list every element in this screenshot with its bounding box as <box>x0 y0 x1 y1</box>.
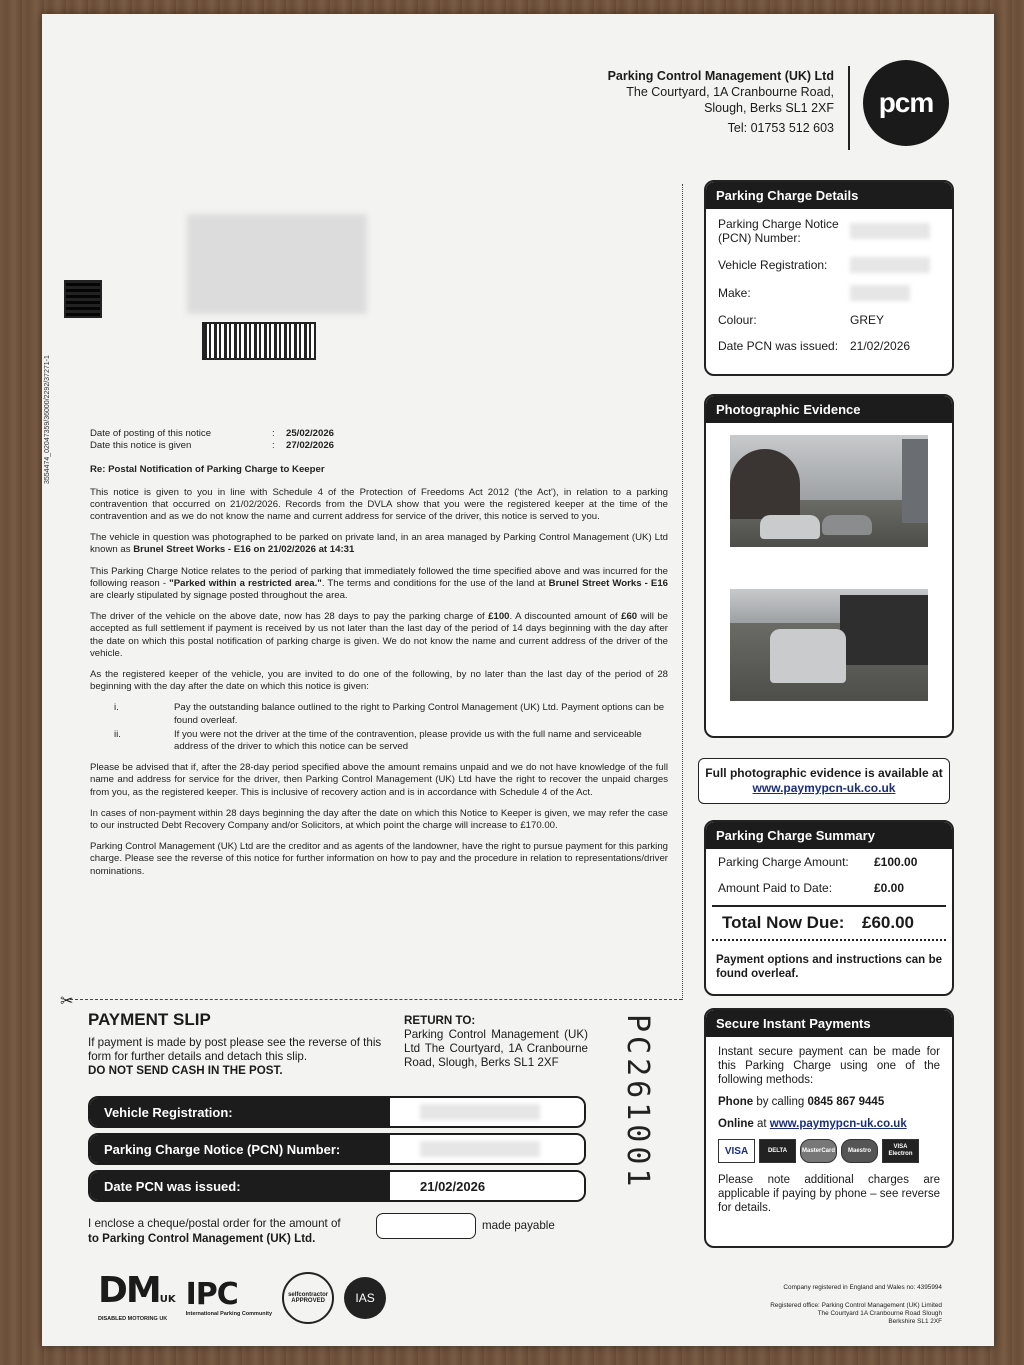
total-due-value: £60.00 <box>862 913 914 932</box>
footer-logos <box>98 1269 386 1324</box>
phone-number: 0845 867 9445 <box>807 1096 885 1108</box>
posting-date-row <box>90 428 668 440</box>
header-divider <box>848 66 850 150</box>
ipc-logo-subtitle: International Parking Community <box>185 1311 273 1317</box>
online-payment-line <box>718 1117 940 1131</box>
side-reference-number: 3554474_02047359/36000/2292/37271-1 <box>44 355 51 484</box>
ipc-logo-text: IPC <box>185 1277 238 1312</box>
date-issued-value: 21/02/2026 <box>850 339 911 353</box>
contravention-reason: "Parked within a restricted area." <box>169 577 322 589</box>
paragraph-6: Please be advised that if, after the 28-day period specified above the amount remains unpaid and we do not have knowledge of the full name and address for service for the driver, then Parking Control Management (UK) Ltd have the right to recover the unpaid charges from you, as the registered keeper. This is inclusive of recovery action and is in accordance with Schedule 4 of the Act. <box>90 762 668 798</box>
amount-paid-value: £0.00 <box>874 881 905 895</box>
pcn-number-row <box>706 209 952 251</box>
paragraph-7: In cases of non-payment within 28 days beginning the day after the date on which this Notice to Keeper is given, we may refer the case to our instructed Debt Recovery Company and/or Solicitors, at which point the charge will increase to £170.00. <box>90 807 668 832</box>
made-payable-text: made payable <box>482 1219 555 1232</box>
company-registration-number: Company registered in England and Wales no: 4395994 <box>783 1284 942 1291</box>
evidence-photo-2 <box>730 589 928 701</box>
dm-logo-text: DM <box>98 1269 160 1311</box>
total-due-label: Total Now Due: <box>722 913 845 932</box>
paragraph-8: Parking Control Management (UK) Ltd are the creditor and as agents of the landowner, have the right to pursue payment for this parking charge. Please see the reverse of this notice for further information on how to pay and the procedure in relation to representations/driver nominations. <box>90 841 668 877</box>
slip-pcn-number-label: Parking Charge Notice (PCN) Number: <box>90 1135 390 1163</box>
letter-body <box>90 428 668 887</box>
colour-label: Colour: <box>718 313 757 327</box>
paragraph-4-text-c: will be accepted as full settlement if payment is received by us not later than the last day of the period of 14 days beginning with the day after the date on which this postal notification of parking charge is given. We do not know the name and current address of the driver of the vehicle. <box>90 611 668 659</box>
mastercard-card-icon: MasterCard <box>800 1139 837 1163</box>
no-cash-warning: DO NOT SEND CASH IN THE POST. <box>88 1064 283 1077</box>
amount-paid-row <box>706 875 952 901</box>
evidence-photo-1 <box>730 435 928 547</box>
online-label: Online <box>718 1118 754 1130</box>
company-name: Parking Control Management (UK) Ltd <box>607 69 834 83</box>
colour-value: GREY <box>850 313 885 327</box>
registered-office-line-1: Registered office: Parking Control Management (UK) Limited <box>770 1302 942 1309</box>
slip-date-issued-label: Date PCN was issued: <box>90 1172 390 1200</box>
slip-date-issued-field[interactable] <box>88 1170 586 1202</box>
option-i-text: Pay the outstanding balance outlined to the right to Parking Control Management (UK) Ltd. Payment options can be found overleaf. <box>174 702 665 726</box>
dm-uk-text: UK <box>159 1293 176 1305</box>
make-row <box>706 279 952 307</box>
parking-charge-notice-document <box>42 14 994 1346</box>
enclose-statement <box>88 1216 341 1246</box>
secure-payments-box <box>704 1008 954 1248</box>
enclose-text-line-2: to Parking Control Management (UK) Ltd. <box>88 1232 316 1245</box>
slip-vehicle-registration-label: Vehicle Registration: <box>90 1098 390 1126</box>
company-address-line-2: Slough, Berks SL1 2XF <box>704 101 834 115</box>
summary-note: Payment options and instructions can be found overleaf. <box>716 954 942 980</box>
full-evidence-note <box>698 758 950 804</box>
paragraph-1: This notice is given to you in line with Schedule 4 of the Protection of Freedoms Act 2012 ('the Act'), in relation to a parking contravention that occurred on 21/02/2026. Records from the DVLA show that you were the registered keeper at the time of the contravention and as we do not know the name and current address for service of the driver, this notice is served to you. <box>90 486 668 523</box>
registered-office <box>770 1302 942 1326</box>
charge-amount-label: Parking Charge Amount: <box>718 855 849 869</box>
paragraph-5: As the registered keeper of the vehicle, you are invited to do one of the following, by no later than the last day of the period of 28 beginning with the day after the date on which this notice is given: <box>90 669 668 693</box>
ipc-logo <box>186 1279 272 1317</box>
secure-payments-intro: Instant secure payment can be made for this Parking Charge using one of the following methods: <box>718 1046 940 1086</box>
pcn-number-redacted <box>850 223 930 239</box>
make-redacted <box>850 285 910 301</box>
slip-pcn-number-value <box>390 1135 584 1163</box>
phone-text: by calling <box>753 1096 808 1108</box>
total-due-row <box>712 905 946 941</box>
return-to-address: Parking Control Management (UK) Ltd The Courtyard, 1A Cranbourne Road, Slough, Berks SL1 2XF <box>404 1028 588 1069</box>
approved-operator-seal-icon: selfcontractor APPROVED <box>282 1272 334 1324</box>
date-issued-row <box>706 333 952 359</box>
letter-subject: Re: Postal Notification of Parking Charge to Keeper <box>90 464 325 476</box>
datamatrix-code-large <box>204 324 314 358</box>
secure-payments-title: Secure Instant Payments <box>706 1010 952 1037</box>
posting-date-label: Date of posting of this notice <box>90 428 212 439</box>
parking-charge-summary-title: Parking Charge Summary <box>706 822 952 849</box>
full-charge-amount: £100 <box>488 611 510 623</box>
company-address-line-1: The Courtyard, 1A Cranbourne Road, <box>626 85 834 99</box>
slip-reference-code: PC261001 <box>620 1014 655 1191</box>
company-telephone: Tel: 01753 512 603 <box>727 121 834 135</box>
vehicle-registration-label: Vehicle Registration: <box>718 258 828 272</box>
parking-charge-summary-box <box>704 820 954 996</box>
accepted-cards <box>718 1139 940 1163</box>
paragraph-2-text: The vehicle in question was photographed to be parked on private land, in an area managed by Parking Control Management (UK) Ltd known as <box>90 532 668 556</box>
registered-office-line-2: The Courtyard 1A Cranbourne Road Slough <box>817 1310 942 1317</box>
posting-date-value: 25/02/2026 <box>286 428 335 439</box>
full-evidence-text: Full photographic evidence is available at <box>705 766 943 780</box>
registered-office-line-3: Berkshire SL1 2XF <box>888 1318 942 1325</box>
paragraph-3-text-a: This Parking Charge Notice relates to the period of parking that immediately followed the time specified above and was incurred for the following reason - <box>90 565 668 589</box>
slip-date-issued-value: 21/02/2026 <box>390 1172 584 1200</box>
secure-payments-body <box>706 1037 952 1231</box>
given-date-label: Date this notice is given <box>90 440 192 452</box>
paragraph-3-text-b: . The terms and conditions for the use of the land at <box>321 577 549 589</box>
pcn-number-label: Parking Charge Notice (PCN) Number: <box>718 217 839 245</box>
visa-electron-card-icon: VISA Electron <box>882 1139 919 1163</box>
visa-card-icon: VISA <box>718 1139 755 1163</box>
given-date-value: 27/02/2026 <box>286 440 335 452</box>
given-date-colon: : <box>272 440 275 452</box>
colour-row <box>706 307 952 333</box>
ias-logo: IAS <box>344 1277 386 1319</box>
option-ii-text: If you were not the driver at the time of the contravention, please provide us with the full name and serviceable address of the driver to which this notice can be served <box>174 728 642 753</box>
online-payment-link[interactable]: www.paymypcn-uk.co.uk <box>769 1118 907 1130</box>
option-i <box>90 702 668 726</box>
disabled-motoring-uk-logo <box>98 1269 176 1322</box>
dm-logo-subtitle: DISABLED MOTORING UK <box>98 1315 168 1322</box>
datamatrix-code-small <box>66 282 100 316</box>
delta-card-icon: DELTA <box>759 1139 796 1163</box>
posting-date-colon: : <box>272 428 275 439</box>
evidence-website-link[interactable]: www.paymypcn-uk.co.uk <box>752 781 896 795</box>
phone-payment-line <box>718 1095 940 1109</box>
slip-vehicle-registration-redacted <box>420 1104 540 1120</box>
photographic-evidence-box <box>704 394 954 738</box>
payment-slip-title: PAYMENT SLIP <box>88 1010 211 1029</box>
location-datetime: Brunel Street Works - E16 on 21/02/2026 at 14:31 <box>133 544 355 556</box>
parking-charge-details-title: Parking Charge Details <box>706 182 952 209</box>
online-text: at <box>753 1118 770 1130</box>
vehicle-registration-redacted <box>850 257 930 273</box>
site-name: Brunel Street Works - E16 <box>548 577 669 589</box>
slip-vehicle-registration-value <box>390 1098 584 1126</box>
paragraph-4-text-b: . A discounted amount of <box>509 611 622 623</box>
return-to-title: RETURN TO: <box>404 1014 476 1027</box>
option-ii-number: ii. <box>114 728 121 740</box>
paragraph-3-text-c: are clearly stipulated by signage posted throughout the area. <box>90 590 348 602</box>
scissors-icon: ✂ <box>60 993 74 1010</box>
make-label: Make: <box>718 286 751 300</box>
return-address <box>404 1014 588 1070</box>
slip-vehicle-registration-field[interactable] <box>88 1096 586 1128</box>
paragraph-2 <box>90 532 668 556</box>
maestro-card-icon: Maestro <box>841 1139 878 1163</box>
cheque-amount-field[interactable] <box>376 1213 476 1239</box>
given-date-row <box>90 440 668 452</box>
slip-pcn-number-field[interactable] <box>88 1133 586 1165</box>
payment-slip-text: If payment is made by post please see the reverse of this form for further details and detach this slip. <box>88 1036 382 1063</box>
cut-line <box>70 999 682 1000</box>
option-i-number: i. <box>114 702 119 714</box>
company-address-block <box>608 68 834 136</box>
phone-charges-note: Please note additional charges are applicable if paying by phone – see reverse for details. <box>718 1174 940 1214</box>
right-column-fold-line <box>682 184 683 1000</box>
option-ii <box>90 729 668 753</box>
vehicle-registration-row <box>706 251 952 279</box>
paragraph-4 <box>90 611 668 660</box>
paragraph-3 <box>90 566 668 603</box>
redacted-recipient-address <box>187 214 367 314</box>
pcm-logo: pcm <box>863 60 949 146</box>
enclose-text-line-1: I enclose a cheque/postal order for the amount of <box>88 1217 341 1230</box>
slip-pcn-number-redacted <box>420 1141 540 1157</box>
paragraph-4-text-a: The driver of the vehicle on the above date, now has 28 days to pay the parking charge of <box>90 611 489 623</box>
parking-charge-details-box <box>704 180 954 376</box>
photographic-evidence-title: Photographic Evidence <box>706 396 952 423</box>
options-list <box>90 702 668 753</box>
discount-amount: £60 <box>621 611 638 623</box>
payment-slip-instructions <box>88 1036 388 1078</box>
amount-paid-label: Amount Paid to Date: <box>718 881 833 895</box>
charge-amount-value: £100.00 <box>874 855 918 869</box>
date-issued-label: Date PCN was issued: <box>718 339 839 353</box>
charge-amount-row <box>706 849 952 875</box>
phone-label: Phone <box>718 1096 754 1108</box>
